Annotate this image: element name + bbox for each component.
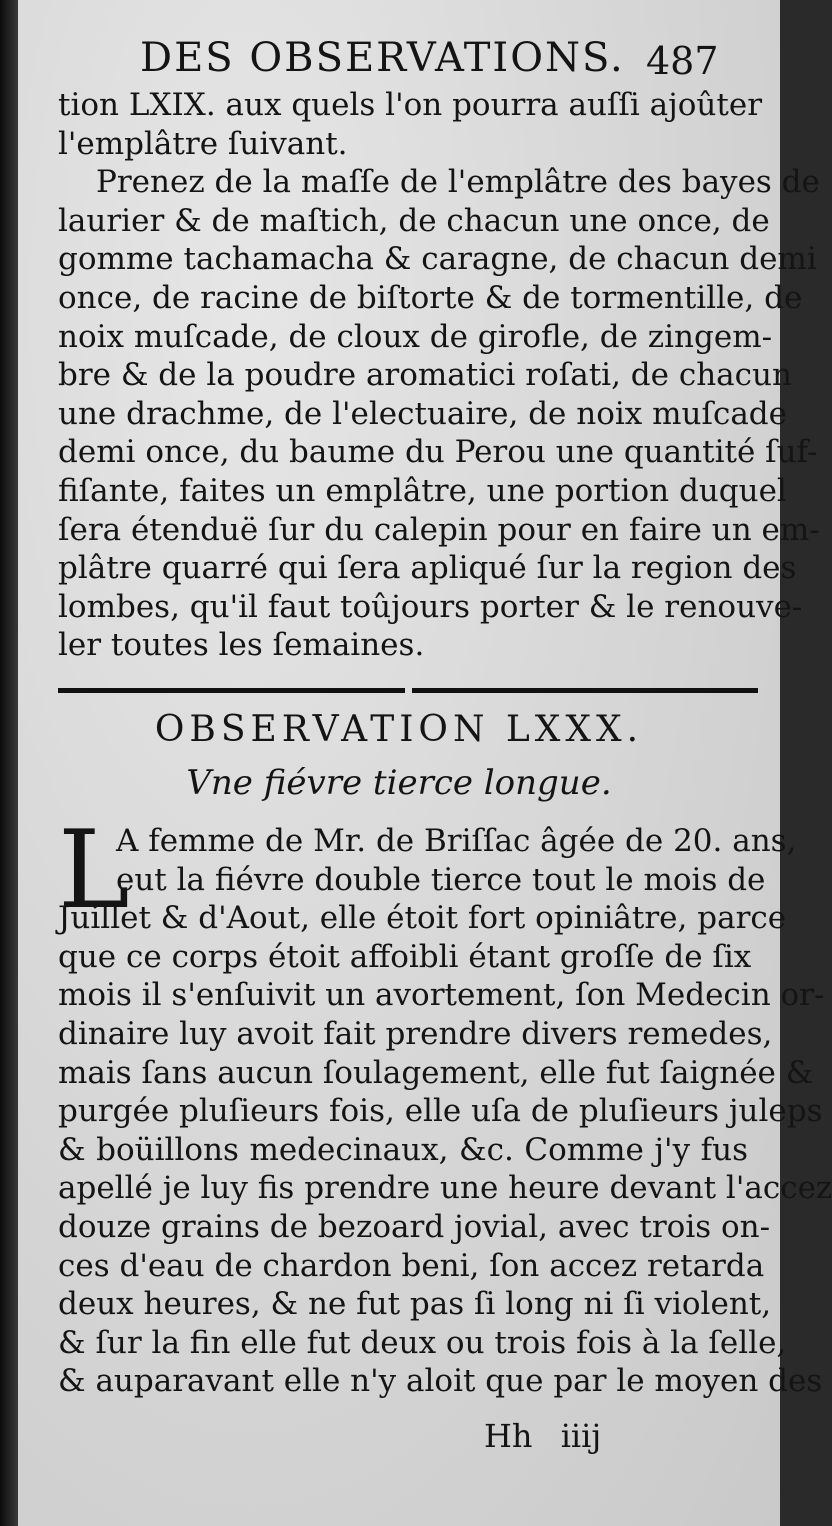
text-line: laurier & de maſtich, de chacun une once, de xyxy=(58,202,770,239)
text-line: douze grains de bezoard jovial, avec trois on- xyxy=(58,1208,771,1245)
text-line: A femme de Mr. de Briſſac âgée de 20. ans, xyxy=(116,823,797,859)
text-line: noix muſcade, de cloux de girofle, de zingem- xyxy=(58,318,773,355)
text-line: & boüillons medecinaux, &c. Comme j'y fus xyxy=(58,1131,748,1168)
text-line: bre & de la poudre aromatici roſati, de chacun xyxy=(58,357,792,394)
text-line: ces d'eau de chardon beni, ſon accez retarda xyxy=(58,1247,765,1284)
text-line: fiſante, faites un emplâtre, une portion duquel xyxy=(58,472,787,509)
running-title: DES OBSERVATIONS. xyxy=(140,35,625,81)
text-line: mois il s'enſuivit un avortement, ſon Medecin or- xyxy=(58,977,825,1014)
signature-mark: Hh iiij xyxy=(484,1417,602,1455)
text-line: tion LXIX. aux quels l'on pourra auſſi ajoûter xyxy=(58,87,763,123)
text-line: que ce corps étoit affoibli étant groſſe de ſix xyxy=(58,938,752,975)
text-line: eut la fiévre double tierce tout le mois de xyxy=(116,861,766,898)
text-line: l'emplâtre ſuivant. xyxy=(58,125,348,162)
text-line: plâtre quarré qui ſera apliqué ſur la region des xyxy=(58,550,797,587)
observation-title: OBSERVATION LXXX. xyxy=(154,709,644,750)
divider-right xyxy=(412,688,759,693)
text-line: ler toutes les ſemaines. xyxy=(58,627,425,664)
book-gutter-shadow xyxy=(0,0,18,1526)
text-line: & ſur la fin elle fut deux ou trois fois à la ſelle, xyxy=(58,1324,787,1361)
text-line: dinaire luy avoit fait prendre divers remedes, xyxy=(58,1015,773,1052)
text-line: Juillet & d'Aout, elle étoit fort opiniâtre, parce xyxy=(58,900,787,937)
top-paragraph xyxy=(58,86,820,665)
text-line: demi once, du baume du Perou une quantité ſuf- xyxy=(58,434,818,471)
page-number: 487 xyxy=(646,39,719,83)
drop-cap: L xyxy=(58,808,130,933)
text-line: lombes, qu'il faut toûjours porter & le renouve- xyxy=(58,588,803,625)
text-line: Prenez de la maſſe de l'emplâtre des bayes de xyxy=(96,164,820,201)
book-page xyxy=(18,0,832,1526)
text-line: une drachme, de l'electuaire, de noix muſcade xyxy=(58,395,787,432)
divider-left xyxy=(58,688,405,693)
observation-subtitle: Vne fiévre tierce longue. xyxy=(186,763,612,803)
section-divider xyxy=(58,688,758,694)
text-line: purgée pluſieurs fois, elle uſa de pluſieurs juleps xyxy=(58,1093,823,1130)
observation-paragraph xyxy=(58,808,832,1401)
text-line: apellé je luy fis prendre une heure devant l'accez xyxy=(58,1170,832,1207)
text-line: ſera étenduë ſur du calepin pour en faire un em- xyxy=(58,511,820,548)
text-line: gomme tachamacha & caragne, de chacun demi xyxy=(58,241,817,278)
text-line: mais ſans aucun ſoulagement, elle fut ſaignée & xyxy=(58,1054,814,1091)
text-line: once, de racine de biſtorte & de tormentille, de xyxy=(58,279,803,316)
text-line: & auparavant elle n'y aloit que par le moyen des xyxy=(58,1363,823,1400)
text-line: deux heures, & ne fut pas ſi long ni ſi violent, xyxy=(58,1286,772,1323)
